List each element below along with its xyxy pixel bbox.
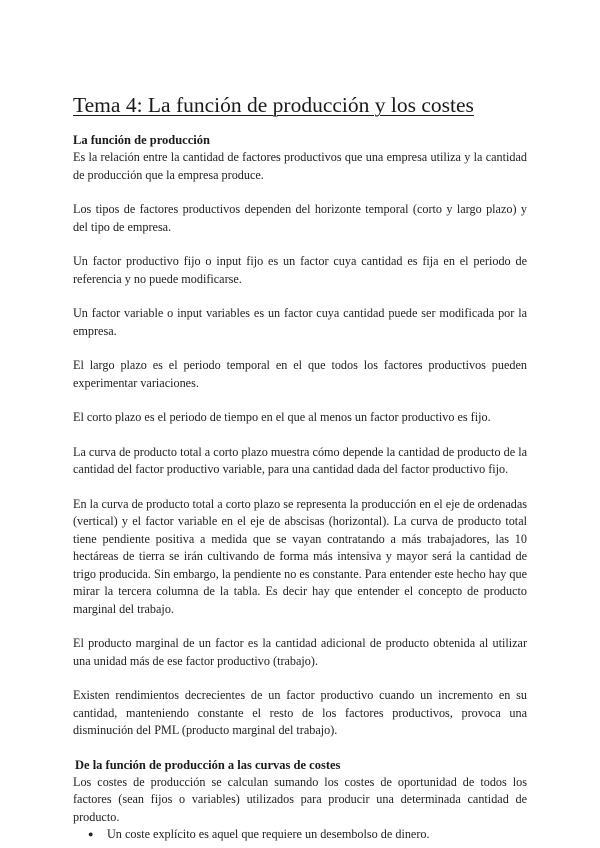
paragraph: Los tipos de factores productivos dependen del horizonte temporal (corto y largo plazo) y del tipo de empresa.	[73, 202, 527, 234]
paragraph: Un factor productivo fijo o input fijo es un factor cuya cantidad es fija en el periodo de referencia y no puede modificarse.	[73, 254, 527, 286]
list-item-text: Un coste explícito es aquel que requiere un desembolso de dinero.	[107, 827, 430, 841]
paragraph: Es la relación entre la cantidad de factores productivos que una empresa utiliza y la cantidad de producción que la empresa produce.	[73, 150, 527, 182]
bullet-list	[73, 826, 527, 844]
page-title: Tema 4: La función de producción y los costes	[73, 93, 474, 117]
paragraph: La curva de producto total a corto plazo muestra cómo depende la cantidad de producto de la cantidad del factor productivo variable, para una cantidad dada del factor productivo fijo.	[73, 444, 527, 476]
paragraph: En la curva de producto total a corto plazo se representa la producción en el eje de ordenadas (vertical) y el factor variable en el eje de abscisas (horizontal). La curva de producto total tiene pendiente positiva a medida que se vayan contratando a más trabajadores, las 10 hectáreas de tierra se irán cultivando de forma más intensiva y mayor será la cantidad de trigo producida. Sin embargo, la pendiente no es constante. Para entender este hecho hay que mirar la tercera columna de la tabla. Es decir hay que entender el concepto de producto marginal del trabajo.	[73, 496, 527, 616]
section-heading-production-function: La función de producción	[73, 133, 210, 147]
list-item	[88, 826, 527, 844]
paragraph: El largo plazo es el periodo temporal en el que todos los factores productivos pueden experimentar variaciones.	[73, 358, 527, 390]
paragraph: Los costes de producción se calculan sumando los costes de oportunidad de todos los factores (sean fijos o variables) utilizados para producir una determinada cantidad de producto.	[73, 774, 527, 824]
paragraph: El producto marginal de un factor es la cantidad adicional de producto obtenida al utilizar una unidad más de ese factor productivo (trabajo).	[73, 636, 527, 668]
section-heading-cost-curves: De la función de producción a las curvas de costes	[75, 757, 341, 772]
paragraph: Un factor variable o input variables es un factor cuya cantidad puede ser modificada por la empresa.	[73, 306, 527, 338]
paragraph: Existen rendimientos decrecientes de un factor productivo cuando un incremento en su cantidad, manteniendo constante el resto de los factores productivos, provoca una disminución del PML (producto marginal del trabajo).	[73, 688, 527, 737]
bullet-icon: ●	[88, 829, 94, 839]
paragraph: El corto plazo es el periodo de tiempo en el que al menos un factor productivo es fijo.	[73, 410, 491, 424]
